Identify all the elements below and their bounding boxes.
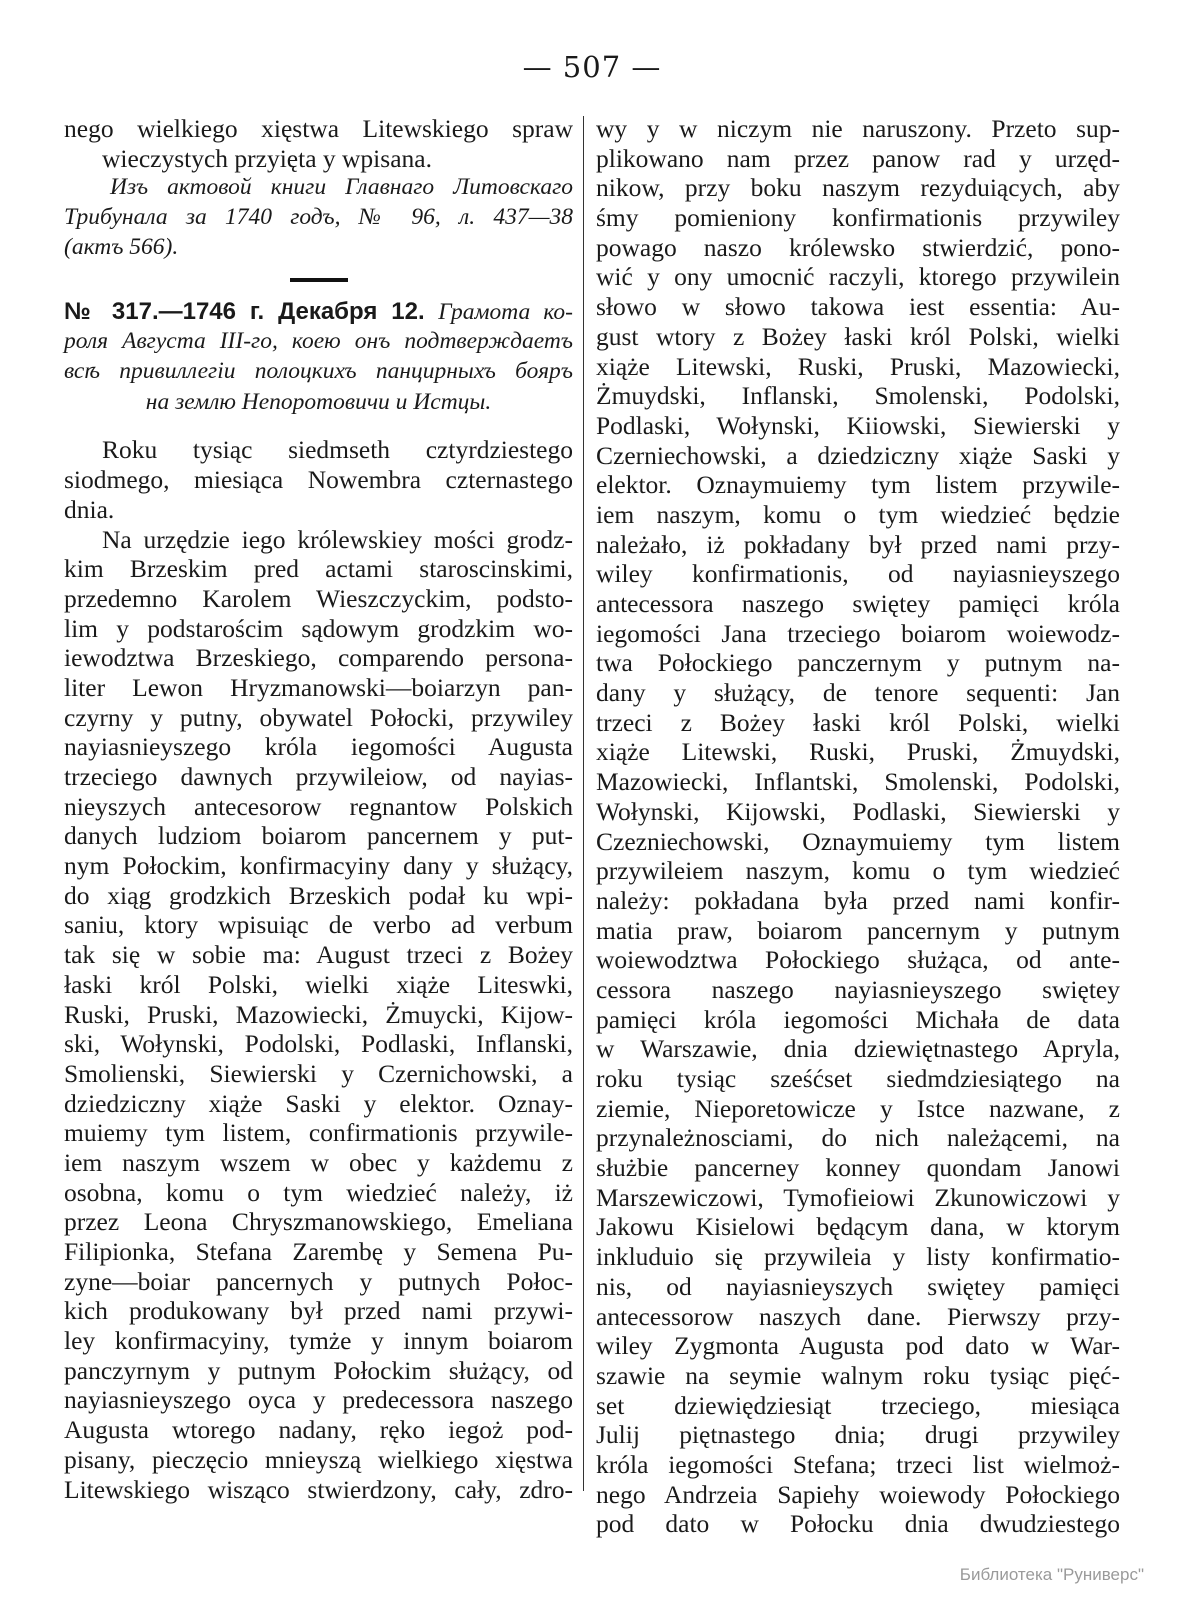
text-line: Ruski, Pruski, Mazowiecki, Żmuycki, Kijow- (64, 999, 573, 1029)
left-column (64, 114, 573, 1504)
text-line: wiley konfirmationis, od nayiasnieyszego (596, 559, 1120, 589)
text-line: Wołynski, Kijowski, Podlaski, Siewierski y (596, 796, 1120, 826)
text-line: muiemy tym listem, confirmationis przywile- (64, 1118, 573, 1148)
text-line: nayiasnieyszego króla iegomości Augusta (64, 732, 573, 762)
text-line: służbie pancerney konney quondam Janowi (596, 1153, 1120, 1183)
text-line: nym Połockim, konfirmacyiny dany y służący, (64, 851, 573, 881)
library-credit: Библиотека "Руниверс" (959, 1565, 1144, 1584)
text-line: iem naszym wszem w obec y każdemu z (64, 1147, 573, 1177)
text-line: kich produkowany był przed nami przywi- (64, 1296, 573, 1326)
text-line: nayiasnieyszego oyca y predecessora naszego (64, 1385, 573, 1415)
text-line: przez Leona Chryszmanowskiego, Emeliana (64, 1207, 573, 1237)
text-line: antecessorow naszych dane. Pierwszy przy- (596, 1301, 1120, 1331)
text-line: Smolienski, Siewierski y Czernichowski, a (64, 1058, 573, 1088)
text-line: xiąże Litewski, Ruski, Pruski, Żmuydski, (596, 737, 1120, 767)
text-line: iem naszym, komu o tym wiedzieć będzie (596, 499, 1120, 529)
text-line: saniu, ktory wpisuiąc de verbo ad verbum (64, 910, 573, 940)
text-line: Roku tysiąc siedmseth cztyrdziestego (102, 435, 573, 465)
text-line: ziemie, Nieporetowicze y Istce nazwane, z (596, 1093, 1120, 1123)
text-line: wić y ony umocnić raczyli, ktorego przywilein (596, 262, 1120, 292)
text-line: iewodztwa Brzeskiego, comparendo persona- (64, 643, 573, 673)
source-citation (64, 173, 573, 262)
text-line: twa Połockiego panczernym y putnym na- (596, 648, 1120, 678)
text-line: inkluduio się przywileia y listy konfirmatio- (596, 1242, 1120, 1272)
text-line: tak się w sobie ma: August trzeci z Bożey (64, 940, 573, 970)
text-line: ley konfirmacyiny, tymże y innym boiarom (64, 1326, 573, 1356)
text-line: nego Andrzeia Sapiehy woiewody Połockiego (596, 1479, 1120, 1509)
text-line: lim y podstarościm sądowym grodzkim wo- (64, 613, 573, 643)
text-line: przedemno Karolem Wieszczyckim, podsto- (64, 583, 573, 613)
text-line: Litewskiego wisząco stwierdzony, cały, zdro- (64, 1474, 573, 1504)
intro-text (64, 114, 573, 173)
text-line: nego wielkiego xięstwa Litewskiego spraw (64, 114, 573, 143)
text-line: dany y służący, de tenore sequenti: Jan (596, 678, 1120, 708)
text-line: dziedziczny xiąże Saski y elektor. Oznay- (64, 1088, 573, 1118)
text-line: Изъ актовой книги Главнаго Литовскаго (110, 174, 573, 201)
heading-text: всѣ привиллегіи полоцкихъ панцирныхъ бояръ (64, 358, 573, 385)
text-line: Marszewiczowi, Tymofieiowi Zkunowiczowi y (596, 1182, 1120, 1212)
text-line: trzeciego dawnych przywileiow, od nayias- (64, 762, 573, 791)
text-line: należy: pokładana była przed nami konfir- (596, 885, 1120, 915)
text-line: gust wtory z Bożey łaski król Polski, wielki (596, 321, 1120, 351)
text-line: pisany, pieczęcio mnieyszą wielkiego xięstwa (64, 1444, 573, 1474)
text-line: Podlaski, Wołynski, Kiiowski, Siewierski y (596, 410, 1120, 440)
text-line: pamięci króla iegomości Michała de data (596, 1004, 1120, 1034)
text-line: Jakowu Kisielowi będącym dana, w ktorym (596, 1212, 1120, 1242)
text-line: wiley Zygmonta Augusta pod dato w War- (596, 1331, 1120, 1361)
text-line: łaski król Polski, wielki xiąże Liteswki, (64, 969, 573, 999)
text-line: przynależnosciami, do nich należącemi, na (596, 1123, 1120, 1153)
text-line: kim Brzeskim pred actami staroscinskimi, (64, 554, 573, 584)
right-column (596, 114, 1120, 1539)
text-line: (актъ 566). (64, 233, 179, 260)
section-separator (290, 278, 348, 282)
text-line: roku tysiąc sześćset siedmdziesiątego na (596, 1064, 1120, 1093)
heading-text: Грамота ко- (438, 299, 574, 326)
text-line: pod dato w Połocku dnia dwudziestego (596, 1509, 1120, 1539)
column-divider (583, 116, 584, 1491)
text-line: osobna, komu o tym wiedzieć należy, iż (64, 1177, 573, 1207)
text-line: liter Lewon Hryzmanowski—boiarzyn pan- (64, 672, 573, 702)
text-line: panczyrnym y putnym Połockim służący, od (64, 1355, 573, 1385)
text-line: trzeci z Bożey łaski król Polski, wielki (596, 707, 1120, 737)
text-line: powago naszo królewsko stwierdzić, pono- (596, 232, 1120, 262)
text-line: dnia. (64, 494, 115, 524)
text-line: woiewodztwa Połockiego służąca, od ante- (596, 945, 1120, 975)
text-line: nis, od nayiasnieyszych swiętey pamięci (596, 1271, 1120, 1301)
text-line: antecessora naszego swiętey pamięci króla (596, 589, 1120, 618)
heading-text: роля Августа III-го, коею онъ подтверждаетъ (64, 327, 573, 354)
text-line: przywileiem naszym, komu o tym wiedzieć (596, 856, 1120, 886)
text-line: należało, iż pokładany był przed nami przy- (596, 529, 1120, 559)
text-line: ski, Wołynski, Podolski, Podlaski, Inflanski, (64, 1029, 573, 1059)
text-line: Na urzędzie iego królewskiey mości grodz- (102, 524, 573, 554)
text-line: zyne—boiar pancernych y putnych Połoc- (64, 1266, 573, 1296)
text-line: cessora naszego nayiasnieyszego swiętey (596, 974, 1120, 1004)
text-line: czyrny y putny, obywatel Połocki, przywiley (64, 702, 573, 732)
text-line: matia praw, boiarom pancernym y putnym (596, 915, 1120, 945)
text-line: Трибунала за 1740 годъ, № 96, л. 437—38 (64, 204, 573, 231)
text-line: Mazowiecki, Inflantski, Smolenski, Podolski, (596, 767, 1120, 797)
document-number: № 317.—1746 г. Декабря 12. (64, 298, 425, 326)
text-line: Julij piętnastego dnia; drugi przywiley (596, 1420, 1120, 1450)
text-line: plikowano nam przez panow rad y urzęd- (596, 143, 1120, 173)
text-line: iegomości Jana trzeciego boiarom woiewodz- (596, 618, 1120, 648)
document-heading (64, 296, 573, 418)
text-line: Żmuydski, Inflanski, Smolenski, Podolski, (596, 381, 1120, 411)
text-line: śmy pomieniony konfirmationis przywiley (596, 203, 1120, 233)
page-number: — 507 — (522, 50, 662, 84)
text-line: Augusta wtorego nadany, ręko iegoż pod- (64, 1415, 573, 1445)
text-line: xiąże Litewski, Ruski, Pruski, Mazowiecki, (596, 351, 1120, 381)
text-line: wieczystych przyięta y wpisana. (102, 143, 432, 173)
text-line: szawie na seymie walnym roku tysiąc pięć- (596, 1360, 1120, 1390)
heading-text: на землю Непоротовичи и Истцы. (145, 388, 492, 415)
text-line: słowo w słowo takowa iest essentia: Au- (596, 292, 1120, 322)
text-line: króla iegomości Stefana; trzeci list wielmoż- (596, 1449, 1120, 1479)
body-text (64, 435, 573, 1504)
text-line: Filipionka, Stefana Zarembę y Semena Pu- (64, 1237, 573, 1266)
text-line: nikow, przy boku naszym rezyduiących, aby (596, 173, 1120, 203)
text-line: Czerniechowski, a dziedziczny xiąże Saski y (596, 440, 1120, 470)
text-line: do xiąg grodzkich Brzeskich podał ku wpi- (64, 880, 573, 910)
text-line: set dziewiędziesiąt trzeciego, miesiąca (596, 1390, 1120, 1420)
text-line: wy y w niczym nie naruszony. Przeto sup- (596, 114, 1120, 143)
text-line: danych ludziom boiarom pancernem y put- (64, 821, 573, 851)
text-line: Czezniechowski, Oznaymuiemy tym listem (596, 826, 1120, 856)
text-line: elektor. Oznaymuiemy tym listem przywile- (596, 470, 1120, 500)
text-line: nieyszych antecesorow regnantow Polskich (64, 791, 573, 821)
text-line: w Warszawie, dnia dziewiętnastego Apryla, (596, 1034, 1120, 1064)
text-line: siodmego, miesiąca Nowembra czternastego (64, 465, 573, 495)
